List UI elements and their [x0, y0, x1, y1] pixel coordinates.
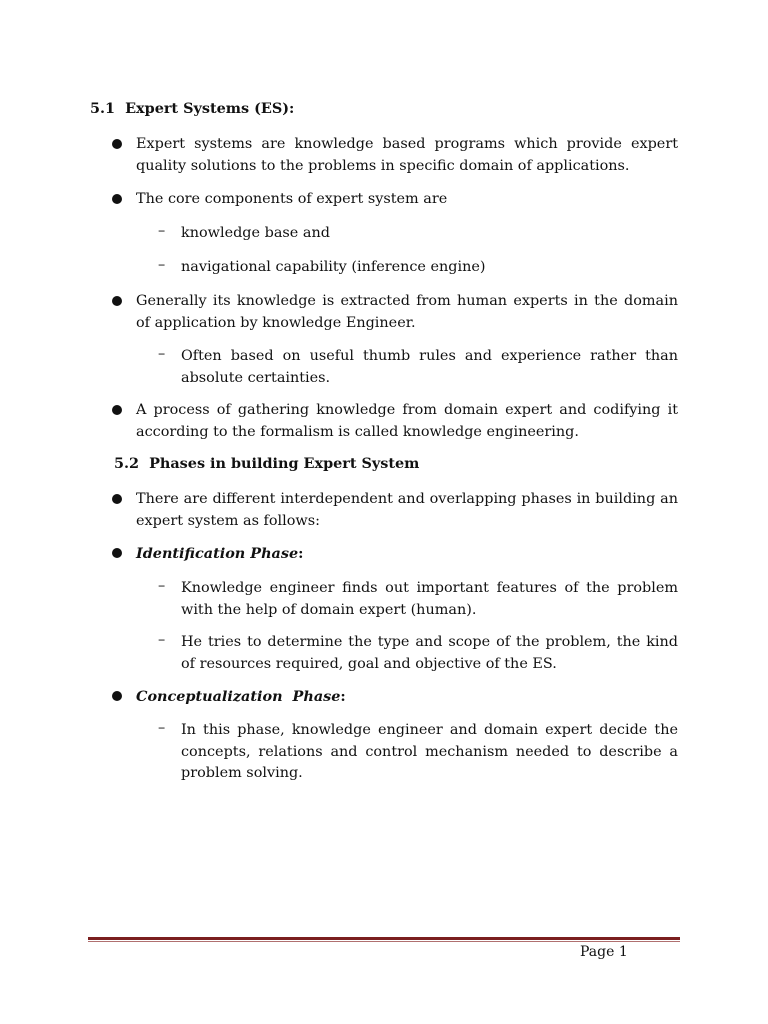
bullet-icon [112, 296, 122, 306]
section-heading-5-2 [114, 455, 419, 472]
list-item-text [136, 543, 678, 566]
bullet-icon [112, 405, 122, 415]
list-item-text: Generally its knowledge is extracted from human experts in the domain of application by knowledge Engineer. [136, 293, 678, 331]
dash-icon: – [158, 720, 166, 736]
bullet-icon [112, 548, 122, 558]
section-number: 5.2 [114, 455, 140, 472]
phase-colon: : [340, 688, 346, 705]
bullet-icon [112, 494, 122, 504]
sub-list-item-text: In this phase, knowledge engineer and domain expert decide the concepts, relations and control mechanism needed to describe a problem solving. [181, 722, 678, 781]
dash-icon: – [158, 257, 166, 273]
section-number: 5.1 [90, 100, 116, 117]
phase-title: Identification Phase [136, 545, 299, 562]
dash-icon: – [158, 578, 166, 594]
dash-icon: – [158, 632, 166, 648]
sub-list-item-text: navigational capability (inference engine) [181, 259, 486, 275]
dash-icon: – [158, 223, 166, 239]
section-title: Phases in building Expert System [149, 455, 420, 472]
page-number: Page 1 [580, 944, 628, 960]
list-item-text [136, 686, 678, 709]
list-item-text: There are different interdependent and overlapping phases in building an expert system as follows: [136, 491, 678, 529]
sub-list-item-text: Knowledge engineer finds out important features of the problem with the help of domain expert (human). [181, 580, 678, 618]
sub-list-item-text: He tries to determine the type and scope of the problem, the kind of resources required, goal and objective of the ES. [181, 634, 678, 672]
list-item-text: A process of gathering knowledge from domain expert and codifying it according to the formalism is called knowledge engineering. [136, 402, 678, 440]
section-title: Expert Systems (ES): [125, 100, 295, 117]
sub-list-item-text: knowledge base and [181, 225, 330, 241]
dash-icon: – [158, 346, 166, 362]
bullet-icon [112, 194, 122, 204]
bullet-icon [112, 691, 122, 701]
phase-colon: : [298, 545, 304, 562]
list-item-text: Expert systems are knowledge based programs which provide expert quality solutions to the problems in specific domain of applications. [136, 136, 678, 174]
phase-title: Conceptualization Phase [136, 688, 341, 705]
footer-rule [88, 937, 680, 940]
section-heading-5-1 [90, 100, 294, 117]
list-item-text: The core components of expert system are [136, 191, 448, 207]
sub-list-item-text: Often based on useful thumb rules and experience rather than absolute certainties. [181, 348, 678, 386]
footer-rule-thin [88, 941, 680, 942]
bullet-icon [112, 139, 122, 149]
